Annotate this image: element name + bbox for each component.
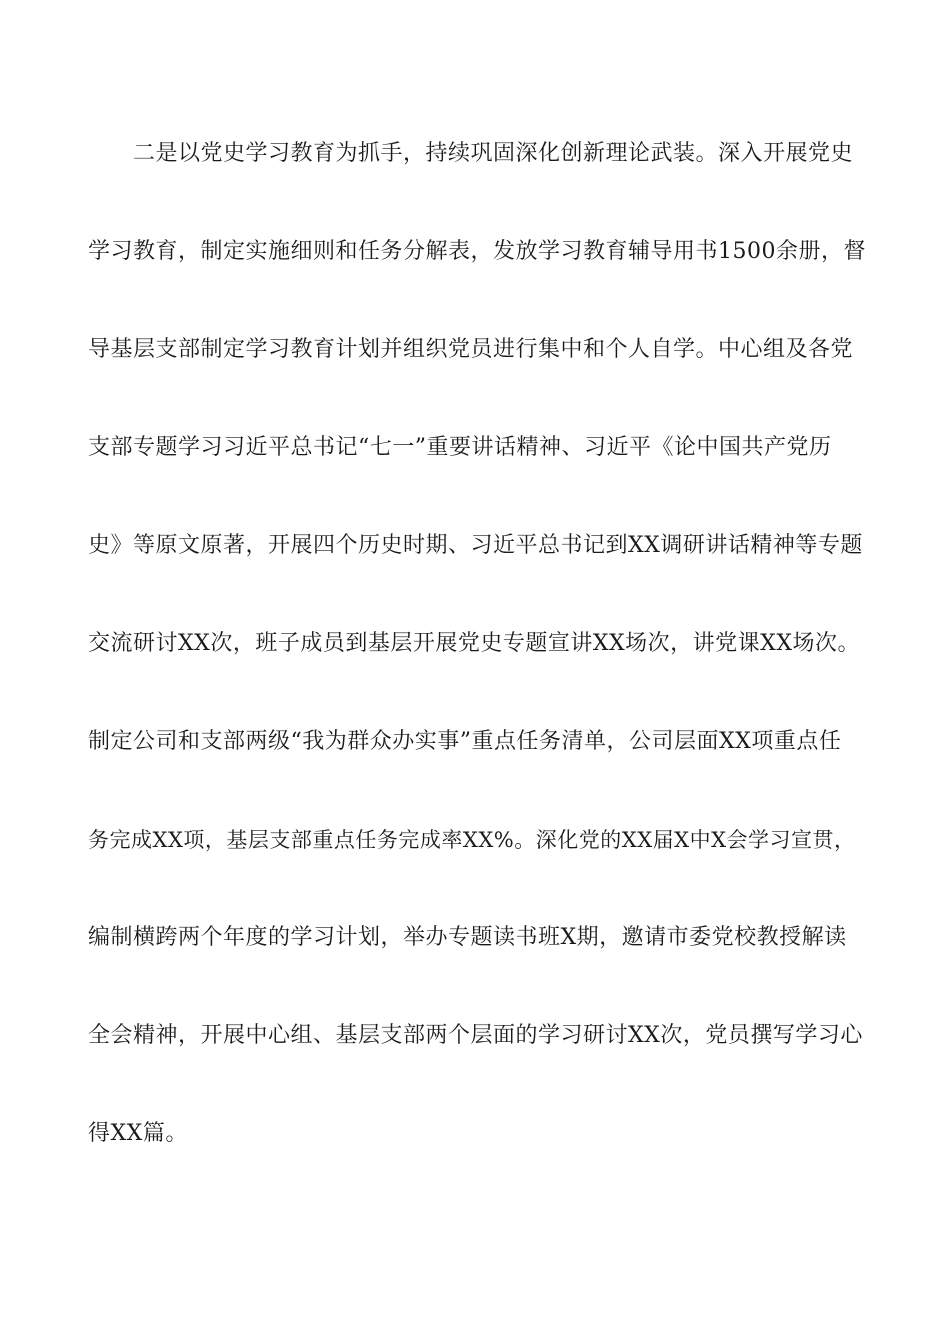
paragraph-line: 二是以党史学习教育为抓手，持续巩固深化创新理论武装。深入开展党史 (133, 141, 854, 166)
paragraph-line: 全会精神，开展中心组、基层支部两个层面的学习研讨XX次，党员撰写学习心 (88, 1023, 863, 1048)
paragraph-line: 导基层支部制定学习教育计划并组织党员进行集中和个人自学。中心组及各党 (88, 337, 854, 362)
paragraph-line: 支部专题学习习近平总书记“七一”重要讲话精神、习近平《论中国共产党历 (88, 435, 832, 460)
paragraph-line: 制定公司和支部两级“我为群众办实事”重点任务清单，公司层面XX项重点任 (88, 729, 842, 754)
paragraph-line: 学习教育，制定实施细则和任务分解表，发放学习教育辅导用书1500余册，督 (88, 239, 866, 264)
paragraph-line: 编制横跨两个年度的学习计划，举办专题读书班X期，邀请市委党校教授解读 (88, 925, 847, 950)
paragraph-line: 交流研讨XX次，班子成员到基层开展党史专题宣讲XX场次，讲党课XX场次。 (88, 631, 860, 656)
paragraph-line: 务完成XX项，基层支部重点任务完成率XX%。深化党的XX届X中X会学习宣贯， (88, 828, 856, 852)
paragraph-line: 史》等原文原著，开展四个历史时期、习近平总书记到XX调研讲话精神等专题 (88, 533, 863, 558)
paragraph-line: 得XX篇。 (88, 1121, 188, 1146)
